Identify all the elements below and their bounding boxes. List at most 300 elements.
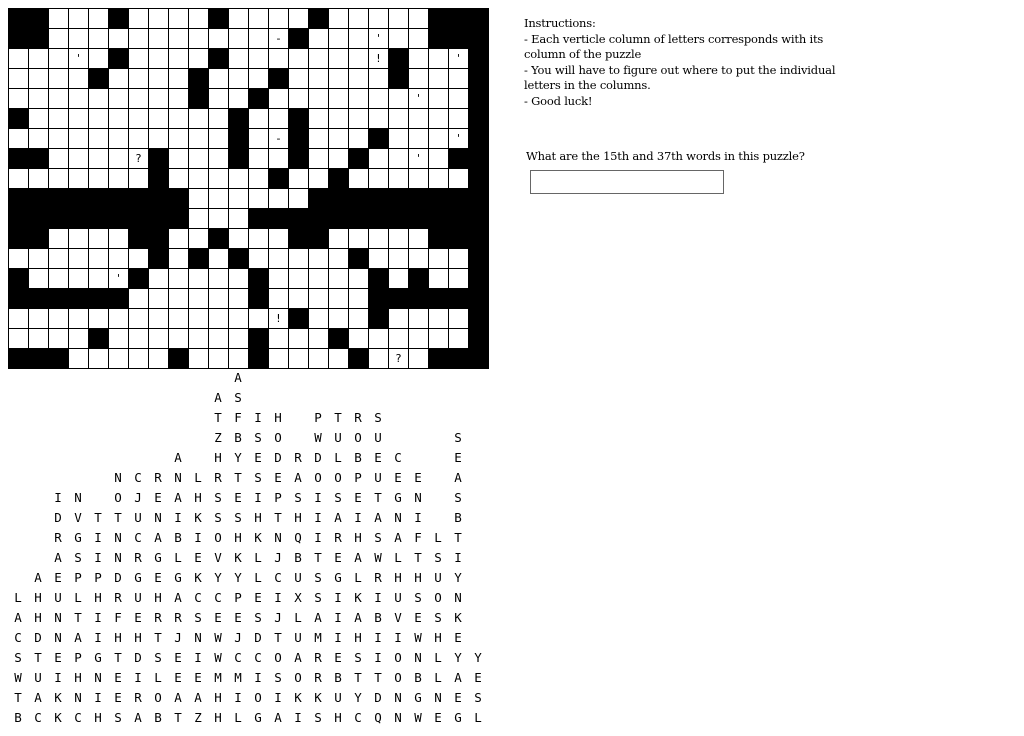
grid-cell[interactable] bbox=[169, 269, 189, 289]
grid-cell[interactable] bbox=[269, 309, 289, 329]
grid-cell[interactable] bbox=[69, 29, 89, 49]
grid-cell[interactable] bbox=[349, 89, 369, 109]
grid-cell[interactable] bbox=[189, 209, 209, 229]
grid-cell[interactable] bbox=[309, 349, 329, 369]
grid-cell[interactable] bbox=[449, 309, 469, 329]
grid-cell[interactable] bbox=[69, 329, 89, 349]
grid-cell[interactable] bbox=[149, 109, 169, 129]
grid-cell[interactable] bbox=[369, 69, 389, 89]
grid-cell[interactable] bbox=[309, 249, 329, 269]
grid-cell[interactable] bbox=[169, 329, 189, 349]
grid-cell[interactable] bbox=[269, 49, 289, 69]
grid-cell[interactable] bbox=[129, 349, 149, 369]
grid-cell[interactable] bbox=[169, 229, 189, 249]
grid-cell[interactable] bbox=[89, 129, 109, 149]
grid-cell[interactable] bbox=[29, 129, 49, 149]
grid-cell[interactable] bbox=[329, 249, 349, 269]
grid-cell[interactable] bbox=[269, 269, 289, 289]
grid-cell[interactable] bbox=[69, 9, 89, 29]
grid-cell[interactable] bbox=[409, 169, 429, 189]
grid-cell[interactable] bbox=[349, 49, 369, 69]
grid-cell[interactable] bbox=[229, 349, 249, 369]
grid-cell[interactable] bbox=[129, 149, 149, 169]
grid-cell[interactable] bbox=[389, 149, 409, 169]
grid-cell[interactable] bbox=[329, 229, 349, 249]
grid-cell[interactable] bbox=[109, 269, 129, 289]
grid-cell[interactable] bbox=[289, 89, 309, 109]
grid-cell[interactable] bbox=[309, 309, 329, 329]
grid-cell[interactable] bbox=[9, 329, 29, 349]
grid-cell[interactable] bbox=[229, 189, 249, 209]
grid-cell[interactable] bbox=[349, 229, 369, 249]
grid-cell[interactable] bbox=[269, 189, 289, 209]
grid-cell[interactable] bbox=[69, 109, 89, 129]
grid-cell[interactable] bbox=[129, 289, 149, 309]
grid-cell[interactable] bbox=[129, 249, 149, 269]
grid-cell[interactable] bbox=[169, 89, 189, 109]
grid-cell[interactable] bbox=[309, 129, 329, 149]
grid-cell[interactable] bbox=[89, 249, 109, 269]
grid-cell[interactable] bbox=[29, 169, 49, 189]
grid-cell[interactable] bbox=[229, 29, 249, 49]
grid-cell[interactable] bbox=[349, 329, 369, 349]
grid-cell[interactable] bbox=[29, 49, 49, 69]
grid-cell[interactable] bbox=[329, 29, 349, 49]
grid-cell[interactable] bbox=[289, 189, 309, 209]
grid-cell[interactable] bbox=[429, 169, 449, 189]
grid-cell[interactable] bbox=[229, 69, 249, 89]
grid-cell[interactable] bbox=[129, 69, 149, 89]
grid-cell[interactable] bbox=[129, 169, 149, 189]
grid-cell[interactable] bbox=[449, 49, 469, 69]
grid-cell[interactable] bbox=[69, 269, 89, 289]
grid-cell[interactable] bbox=[329, 69, 349, 89]
grid-cell[interactable] bbox=[109, 349, 129, 369]
grid-cell[interactable] bbox=[369, 109, 389, 129]
grid-cell[interactable] bbox=[429, 249, 449, 269]
grid-cell[interactable] bbox=[329, 309, 349, 329]
grid-cell[interactable] bbox=[129, 129, 149, 149]
grid-cell[interactable] bbox=[229, 289, 249, 309]
grid-cell[interactable] bbox=[289, 289, 309, 309]
grid-cell[interactable] bbox=[29, 249, 49, 269]
grid-cell[interactable] bbox=[209, 249, 229, 269]
grid-cell[interactable] bbox=[69, 249, 89, 269]
grid-cell[interactable] bbox=[249, 49, 269, 69]
grid-cell[interactable] bbox=[429, 69, 449, 89]
grid-cell[interactable] bbox=[349, 109, 369, 129]
grid-cell[interactable] bbox=[449, 69, 469, 89]
grid-cell[interactable] bbox=[189, 329, 209, 349]
grid-cell[interactable] bbox=[249, 149, 269, 169]
grid-cell[interactable] bbox=[109, 129, 129, 149]
grid-cell[interactable] bbox=[309, 149, 329, 169]
grid-cell[interactable] bbox=[209, 29, 229, 49]
grid-cell[interactable] bbox=[269, 29, 289, 49]
grid-cell[interactable] bbox=[269, 249, 289, 269]
grid-cell[interactable] bbox=[89, 229, 109, 249]
grid-cell[interactable] bbox=[49, 49, 69, 69]
grid-cell[interactable] bbox=[289, 49, 309, 69]
grid-cell[interactable] bbox=[389, 29, 409, 49]
grid-cell[interactable] bbox=[9, 69, 29, 89]
grid-cell[interactable] bbox=[409, 129, 429, 149]
grid-cell[interactable] bbox=[69, 49, 89, 69]
grid-cell[interactable] bbox=[169, 169, 189, 189]
grid-cell[interactable] bbox=[109, 329, 129, 349]
grid-cell[interactable] bbox=[149, 349, 169, 369]
grid-cell[interactable] bbox=[89, 169, 109, 189]
grid-cell[interactable] bbox=[209, 69, 229, 89]
grid-cell[interactable] bbox=[449, 89, 469, 109]
column-letter: I bbox=[94, 610, 102, 625]
grid-cell[interactable] bbox=[409, 109, 429, 129]
grid-cell[interactable] bbox=[229, 9, 249, 29]
grid-cell[interactable] bbox=[189, 349, 209, 369]
grid-cell[interactable] bbox=[69, 69, 89, 89]
grid-cell[interactable] bbox=[429, 149, 449, 169]
grid-cell[interactable] bbox=[329, 349, 349, 369]
grid-cell[interactable] bbox=[49, 229, 69, 249]
grid-cell[interactable] bbox=[349, 9, 369, 29]
grid-cell[interactable] bbox=[249, 189, 269, 209]
grid-cell[interactable] bbox=[269, 149, 289, 169]
grid-cell[interactable] bbox=[49, 89, 69, 109]
grid-cell[interactable] bbox=[409, 349, 429, 369]
grid-cell[interactable] bbox=[389, 9, 409, 29]
grid-cell[interactable] bbox=[409, 329, 429, 349]
grid-cell[interactable] bbox=[229, 229, 249, 249]
grid-cell[interactable] bbox=[109, 29, 129, 49]
grid-cell[interactable] bbox=[209, 209, 229, 229]
grid-cell[interactable] bbox=[129, 89, 149, 109]
grid-cell[interactable] bbox=[229, 169, 249, 189]
grid-cell[interactable] bbox=[149, 69, 169, 89]
grid-cell[interactable] bbox=[309, 109, 329, 129]
grid-cell[interactable] bbox=[49, 329, 69, 349]
grid-cell[interactable] bbox=[209, 349, 229, 369]
grid-cell[interactable] bbox=[129, 329, 149, 349]
grid-cell[interactable] bbox=[369, 349, 389, 369]
grid-cell[interactable] bbox=[449, 109, 469, 129]
grid-cell[interactable] bbox=[189, 49, 209, 69]
grid-cell[interactable] bbox=[189, 189, 209, 209]
grid-cell[interactable] bbox=[49, 169, 69, 189]
grid-cell[interactable] bbox=[109, 109, 129, 129]
grid-cell[interactable] bbox=[89, 29, 109, 49]
grid-cell[interactable] bbox=[129, 29, 149, 49]
grid-cell[interactable] bbox=[189, 29, 209, 49]
grid-cell[interactable] bbox=[369, 29, 389, 49]
grid-cell[interactable] bbox=[149, 9, 169, 29]
grid-cell[interactable] bbox=[89, 89, 109, 109]
grid-cell[interactable] bbox=[29, 329, 49, 349]
grid-cell[interactable] bbox=[369, 49, 389, 69]
grid-cell[interactable] bbox=[429, 269, 449, 289]
grid-cell[interactable] bbox=[9, 249, 29, 269]
grid-cell[interactable] bbox=[289, 269, 309, 289]
grid-cell[interactable] bbox=[149, 29, 169, 49]
grid-cell[interactable] bbox=[69, 309, 89, 329]
grid-cell[interactable] bbox=[369, 169, 389, 189]
grid-cell[interactable] bbox=[29, 69, 49, 89]
grid-cell[interactable] bbox=[409, 29, 429, 49]
grid-cell[interactable] bbox=[309, 169, 329, 189]
grid-cell[interactable] bbox=[29, 109, 49, 129]
grid-cell[interactable] bbox=[69, 129, 89, 149]
grid-cell[interactable] bbox=[169, 289, 189, 309]
grid-cell[interactable] bbox=[369, 89, 389, 109]
grid-cell[interactable] bbox=[329, 49, 349, 69]
grid-cell[interactable] bbox=[89, 9, 109, 29]
grid-cell[interactable] bbox=[49, 149, 69, 169]
grid-cell[interactable] bbox=[209, 309, 229, 329]
grid-cell[interactable] bbox=[49, 249, 69, 269]
grid-cell[interactable] bbox=[269, 349, 289, 369]
grid-cell[interactable] bbox=[389, 89, 409, 109]
grid-cell[interactable] bbox=[409, 149, 429, 169]
grid-cell[interactable] bbox=[189, 9, 209, 29]
grid-cell[interactable] bbox=[409, 89, 429, 109]
grid-cell[interactable] bbox=[9, 169, 29, 189]
grid-cell[interactable] bbox=[429, 329, 449, 349]
grid-cell[interactable] bbox=[209, 109, 229, 129]
grid-cell[interactable] bbox=[209, 89, 229, 109]
grid-cell[interactable] bbox=[389, 229, 409, 249]
grid-cell[interactable] bbox=[89, 109, 109, 129]
grid-cell[interactable] bbox=[149, 49, 169, 69]
grid-cell[interactable] bbox=[249, 69, 269, 89]
column-letter: N bbox=[274, 530, 282, 545]
grid-cell[interactable] bbox=[49, 9, 69, 29]
grid-cell[interactable] bbox=[409, 9, 429, 29]
grid-cell[interactable] bbox=[89, 49, 109, 69]
grid-cell[interactable] bbox=[429, 89, 449, 109]
grid-cell[interactable] bbox=[329, 269, 349, 289]
grid-cell[interactable] bbox=[169, 29, 189, 49]
grid-cell[interactable] bbox=[409, 69, 429, 89]
grid-cell[interactable] bbox=[449, 269, 469, 289]
grid-cell[interactable] bbox=[69, 349, 89, 369]
grid-cell[interactable] bbox=[109, 309, 129, 329]
grid-cell[interactable] bbox=[89, 269, 109, 289]
grid-cell[interactable] bbox=[269, 109, 289, 129]
grid-cell[interactable] bbox=[269, 89, 289, 109]
grid-cell[interactable] bbox=[249, 169, 269, 189]
grid-cell[interactable] bbox=[69, 149, 89, 169]
grid-cell[interactable] bbox=[109, 229, 129, 249]
grid-cell[interactable] bbox=[69, 169, 89, 189]
grid-cell[interactable] bbox=[329, 109, 349, 129]
grid-cell[interactable] bbox=[149, 89, 169, 109]
grid-cell[interactable] bbox=[369, 329, 389, 349]
grid-cell[interactable] bbox=[349, 269, 369, 289]
grid-cell[interactable] bbox=[129, 109, 149, 129]
grid-cell[interactable] bbox=[369, 229, 389, 249]
grid-cell[interactable] bbox=[129, 9, 149, 29]
grid-cell[interactable] bbox=[129, 309, 149, 329]
grid-cell[interactable] bbox=[309, 69, 329, 89]
grid-cell[interactable] bbox=[389, 309, 409, 329]
grid-cell[interactable] bbox=[209, 329, 229, 349]
grid-cell[interactable] bbox=[229, 309, 249, 329]
grid-cell[interactable] bbox=[389, 269, 409, 289]
grid-cell[interactable] bbox=[229, 49, 249, 69]
grid-cell[interactable] bbox=[189, 109, 209, 129]
grid-cell[interactable] bbox=[249, 309, 269, 329]
grid-cell[interactable] bbox=[29, 89, 49, 109]
grid-cell[interactable] bbox=[169, 309, 189, 329]
grid-cell[interactable] bbox=[349, 309, 369, 329]
grid-cell[interactable] bbox=[429, 309, 449, 329]
grid-cell[interactable] bbox=[289, 69, 309, 89]
grid-cell[interactable] bbox=[269, 129, 289, 149]
grid-cell[interactable] bbox=[269, 289, 289, 309]
grid-cell[interactable] bbox=[9, 129, 29, 149]
grid-cell[interactable] bbox=[149, 129, 169, 149]
grid-cell[interactable] bbox=[269, 329, 289, 349]
grid-cell[interactable] bbox=[249, 29, 269, 49]
grid-cell[interactable] bbox=[29, 309, 49, 329]
grid-cell[interactable] bbox=[329, 149, 349, 169]
grid-cell[interactable] bbox=[309, 269, 329, 289]
grid-cell[interactable] bbox=[349, 69, 369, 89]
grid-cell[interactable] bbox=[449, 169, 469, 189]
grid-cell[interactable] bbox=[69, 89, 89, 109]
grid-cell[interactable] bbox=[429, 49, 449, 69]
grid-cell[interactable] bbox=[169, 49, 189, 69]
grid-cell[interactable] bbox=[289, 349, 309, 369]
grid-cell[interactable] bbox=[189, 129, 209, 149]
grid-cell[interactable] bbox=[169, 69, 189, 89]
grid-cell[interactable] bbox=[9, 309, 29, 329]
grid-cell[interactable] bbox=[409, 229, 429, 249]
grid-cell[interactable] bbox=[9, 89, 29, 109]
grid-cell[interactable] bbox=[329, 129, 349, 149]
grid-cell[interactable] bbox=[429, 129, 449, 149]
grid-cell[interactable] bbox=[329, 289, 349, 309]
grid-cell[interactable] bbox=[49, 29, 69, 49]
grid-cell[interactable] bbox=[189, 289, 209, 309]
grid-cell[interactable] bbox=[109, 249, 129, 269]
grid-cell[interactable] bbox=[209, 189, 229, 209]
grid-cell[interactable] bbox=[389, 329, 409, 349]
grid-cell[interactable] bbox=[389, 129, 409, 149]
grid-cell[interactable] bbox=[269, 229, 289, 249]
grid-cell[interactable] bbox=[309, 329, 329, 349]
grid-cell[interactable] bbox=[289, 9, 309, 29]
grid-cell[interactable] bbox=[209, 289, 229, 309]
grid-cell[interactable] bbox=[349, 129, 369, 149]
grid-cell[interactable] bbox=[49, 69, 69, 89]
grid-cell[interactable] bbox=[169, 149, 189, 169]
grid-cell[interactable] bbox=[449, 129, 469, 149]
grid-cell[interactable] bbox=[309, 89, 329, 109]
grid-cell[interactable] bbox=[109, 69, 129, 89]
grid-cell[interactable] bbox=[409, 309, 429, 329]
grid-cell[interactable] bbox=[209, 129, 229, 149]
grid-cell[interactable] bbox=[249, 229, 269, 249]
grid-cell[interactable] bbox=[89, 349, 109, 369]
grid-cell[interactable] bbox=[349, 289, 369, 309]
grid-cell[interactable] bbox=[249, 9, 269, 29]
grid-cell[interactable] bbox=[189, 309, 209, 329]
grid-cell[interactable] bbox=[109, 89, 129, 109]
grid-cell[interactable] bbox=[309, 289, 329, 309]
grid-cell[interactable] bbox=[389, 349, 409, 369]
grid-cell[interactable] bbox=[249, 249, 269, 269]
grid-cell[interactable] bbox=[429, 109, 449, 129]
grid-cell[interactable] bbox=[249, 109, 269, 129]
grid-cell[interactable] bbox=[189, 169, 209, 189]
grid-cell[interactable] bbox=[369, 9, 389, 29]
grid-cell[interactable] bbox=[289, 329, 309, 349]
grid-cell[interactable] bbox=[269, 9, 289, 29]
grid-cell[interactable] bbox=[309, 49, 329, 69]
grid-cell[interactable] bbox=[449, 329, 469, 349]
grid-cell[interactable] bbox=[409, 249, 429, 269]
grid-cell[interactable] bbox=[109, 149, 129, 169]
grid-cell[interactable] bbox=[189, 269, 209, 289]
grid-cell[interactable] bbox=[69, 229, 89, 249]
grid-cell[interactable] bbox=[329, 89, 349, 109]
grid-cell[interactable] bbox=[229, 209, 249, 229]
grid-cell[interactable] bbox=[189, 149, 209, 169]
grid-cell[interactable] bbox=[369, 249, 389, 269]
grid-cell[interactable] bbox=[209, 269, 229, 289]
grid-cell[interactable] bbox=[229, 89, 249, 109]
grid-cell[interactable] bbox=[169, 249, 189, 269]
grid-cell[interactable] bbox=[149, 329, 169, 349]
grid-cell[interactable] bbox=[169, 9, 189, 29]
grid-cell[interactable] bbox=[329, 9, 349, 29]
grid-cell[interactable] bbox=[9, 49, 29, 69]
grid-cell[interactable] bbox=[369, 149, 389, 169]
grid-cell[interactable] bbox=[149, 309, 169, 329]
grid-cell[interactable] bbox=[409, 49, 429, 69]
grid-cell[interactable] bbox=[29, 269, 49, 289]
grid-cell[interactable] bbox=[389, 169, 409, 189]
grid-cell[interactable] bbox=[289, 249, 309, 269]
grid-cell[interactable] bbox=[449, 249, 469, 269]
grid-cell[interactable] bbox=[89, 149, 109, 169]
grid-cell[interactable] bbox=[49, 309, 69, 329]
grid-cell[interactable] bbox=[209, 149, 229, 169]
grid-cell[interactable] bbox=[289, 169, 309, 189]
grid-cell[interactable] bbox=[309, 29, 329, 49]
grid-cell[interactable] bbox=[249, 129, 269, 149]
grid-cell[interactable] bbox=[349, 169, 369, 189]
grid-cell[interactable] bbox=[189, 229, 209, 249]
grid-cell[interactable] bbox=[89, 309, 109, 329]
grid-cell[interactable] bbox=[149, 289, 169, 309]
grid-cell[interactable] bbox=[209, 169, 229, 189]
grid-cell[interactable] bbox=[389, 109, 409, 129]
grid-cell[interactable] bbox=[109, 169, 129, 189]
grid-cell[interactable] bbox=[149, 269, 169, 289]
grid-cell[interactable] bbox=[49, 109, 69, 129]
grid-cell[interactable] bbox=[49, 269, 69, 289]
grid-cell[interactable] bbox=[349, 29, 369, 49]
grid-cell[interactable] bbox=[169, 109, 189, 129]
grid-cell[interactable] bbox=[229, 269, 249, 289]
answer-input[interactable] bbox=[530, 170, 724, 194]
grid-cell[interactable] bbox=[389, 249, 409, 269]
grid-cell[interactable] bbox=[229, 329, 249, 349]
grid-cell[interactable] bbox=[129, 49, 149, 69]
grid-cell[interactable] bbox=[169, 129, 189, 149]
grid-cell[interactable] bbox=[49, 129, 69, 149]
